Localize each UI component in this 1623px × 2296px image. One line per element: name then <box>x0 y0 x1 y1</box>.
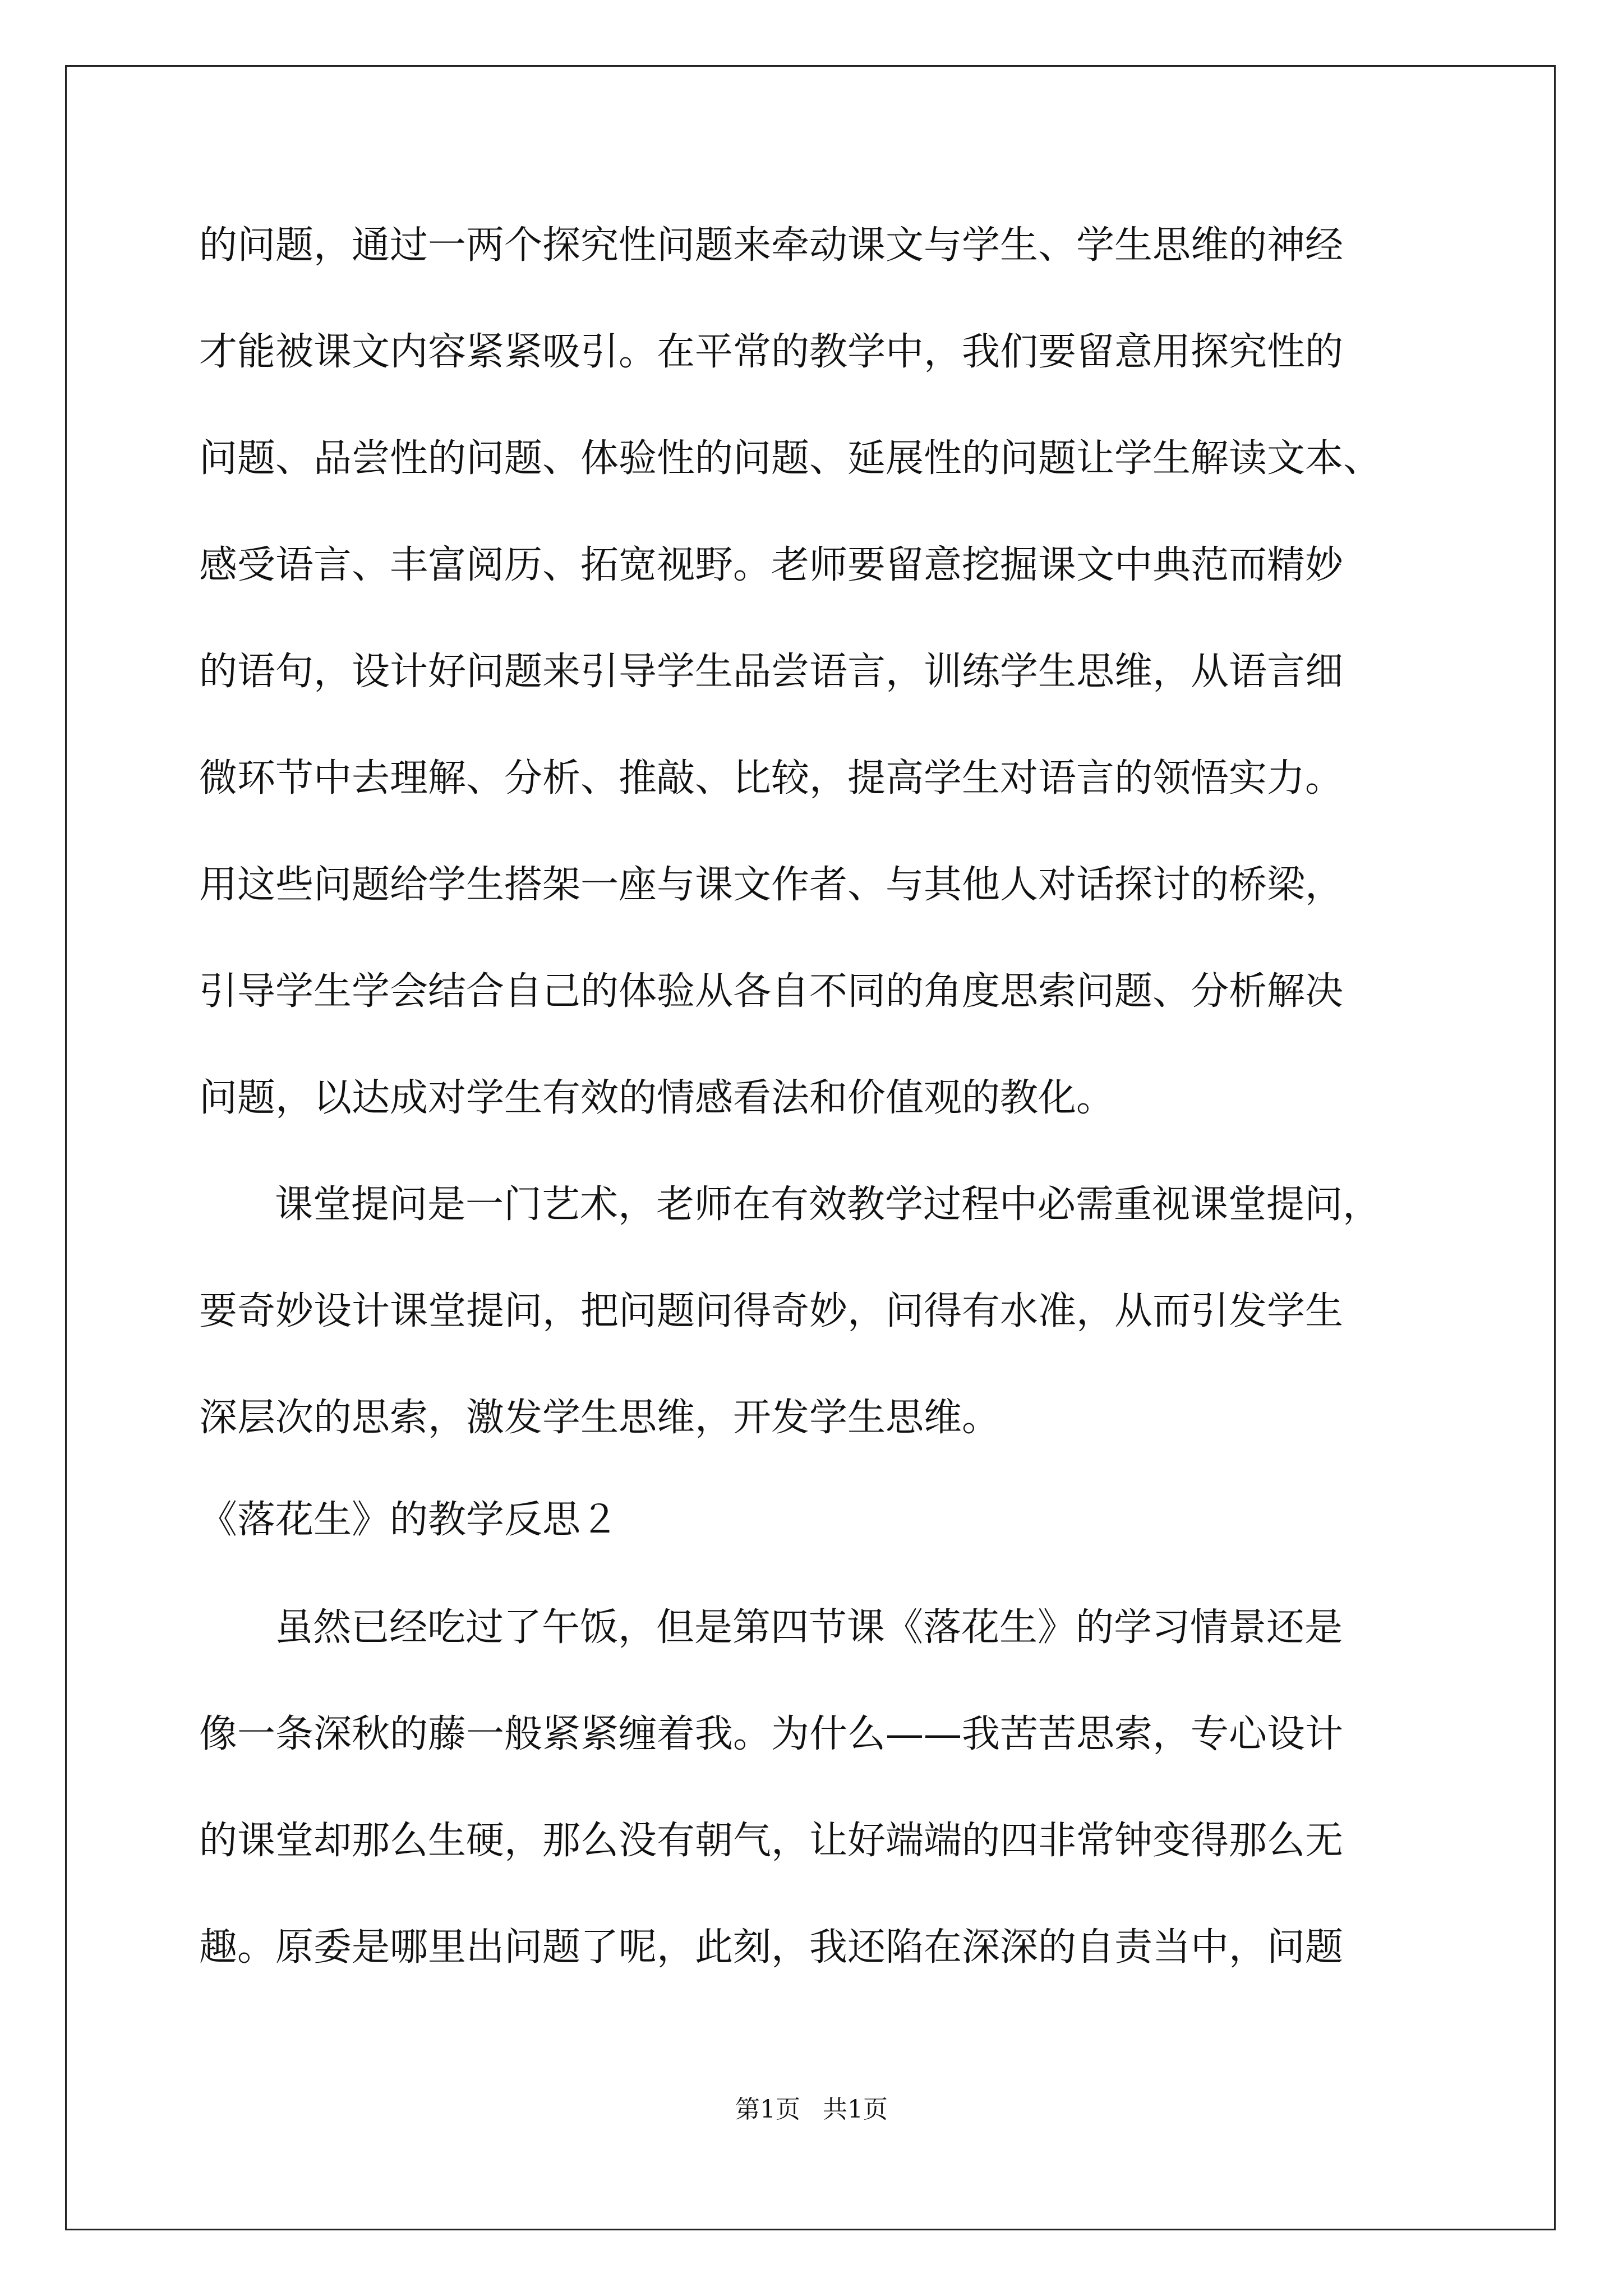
text-line-11: 要奇妙设计课堂提问，把问题问得奇妙，问得有水准，从而引发学生 <box>199 1289 1344 1333</box>
text-line-14: 像一条深秋的藤一般紧紧缠着我。为什么——我苦苦思索，专心设计 <box>199 1712 1344 1756</box>
section-heading: 《落花生》的教学反思２ <box>199 1498 619 1542</box>
text-line-12: 深层次的思索，激发学生思维，开发学生思维。 <box>199 1396 1000 1440</box>
text-line-1: 的问题，通过一两个探究性问题来牵动课文与学生、学生思维的神经 <box>199 223 1344 268</box>
text-line-8: 引导学生学会结合自己的体验从各自不同的角度思索问题、分析解决 <box>199 969 1344 1014</box>
text-line-2: 才能被课文内容紧紧吸引。在平常的教学中，我们要留意用探究性的 <box>199 330 1344 374</box>
text-line-7: 用这些问题给学生搭架一座与课文作者、与其他人对话探讨的桥梁， <box>199 863 1344 907</box>
text-line-6: 微环节中去理解、分析、推敲、比较，提高学生对语言的领悟实力。 <box>199 756 1344 800</box>
text-line-13: 虽然已经吃过了午饭，但是第四节课《落花生》的学习情景还是 <box>275 1605 1343 1650</box>
text-line-10: 课堂提问是一门艺术，老师在有效教学过程中必需重视课堂提问， <box>275 1182 1381 1227</box>
text-line-16: 趣。原委是哪里出问题了呢，此刻，我还陷在深深的自责当中，问题 <box>199 1925 1344 1970</box>
page-footer <box>0 2094 1623 2125</box>
page-border <box>65 65 1556 2230</box>
text-line-9: 问题，以达成对学生有效的情感看法和价值观的教化。 <box>199 1076 1115 1120</box>
text-line-3: 问题、品尝性的问题、体验性的问题、延展性的问题让学生解读文本、 <box>199 436 1382 481</box>
page-total: 共1页 <box>823 2095 888 2124</box>
text-line-15: 的课堂却那么生硬，那么没有朝气，让好端端的四非常钟变得那么无 <box>199 1819 1344 1863</box>
text-line-4: 感受语言、丰富阅历、拓宽视野。老师要留意挖掘课文中典范而精妙 <box>199 543 1344 587</box>
page-number: 第1页 <box>735 2095 800 2124</box>
text-line-5: 的语句，设计好问题来引导学生品尝语言，训练学生思维，从语言细 <box>199 650 1344 694</box>
